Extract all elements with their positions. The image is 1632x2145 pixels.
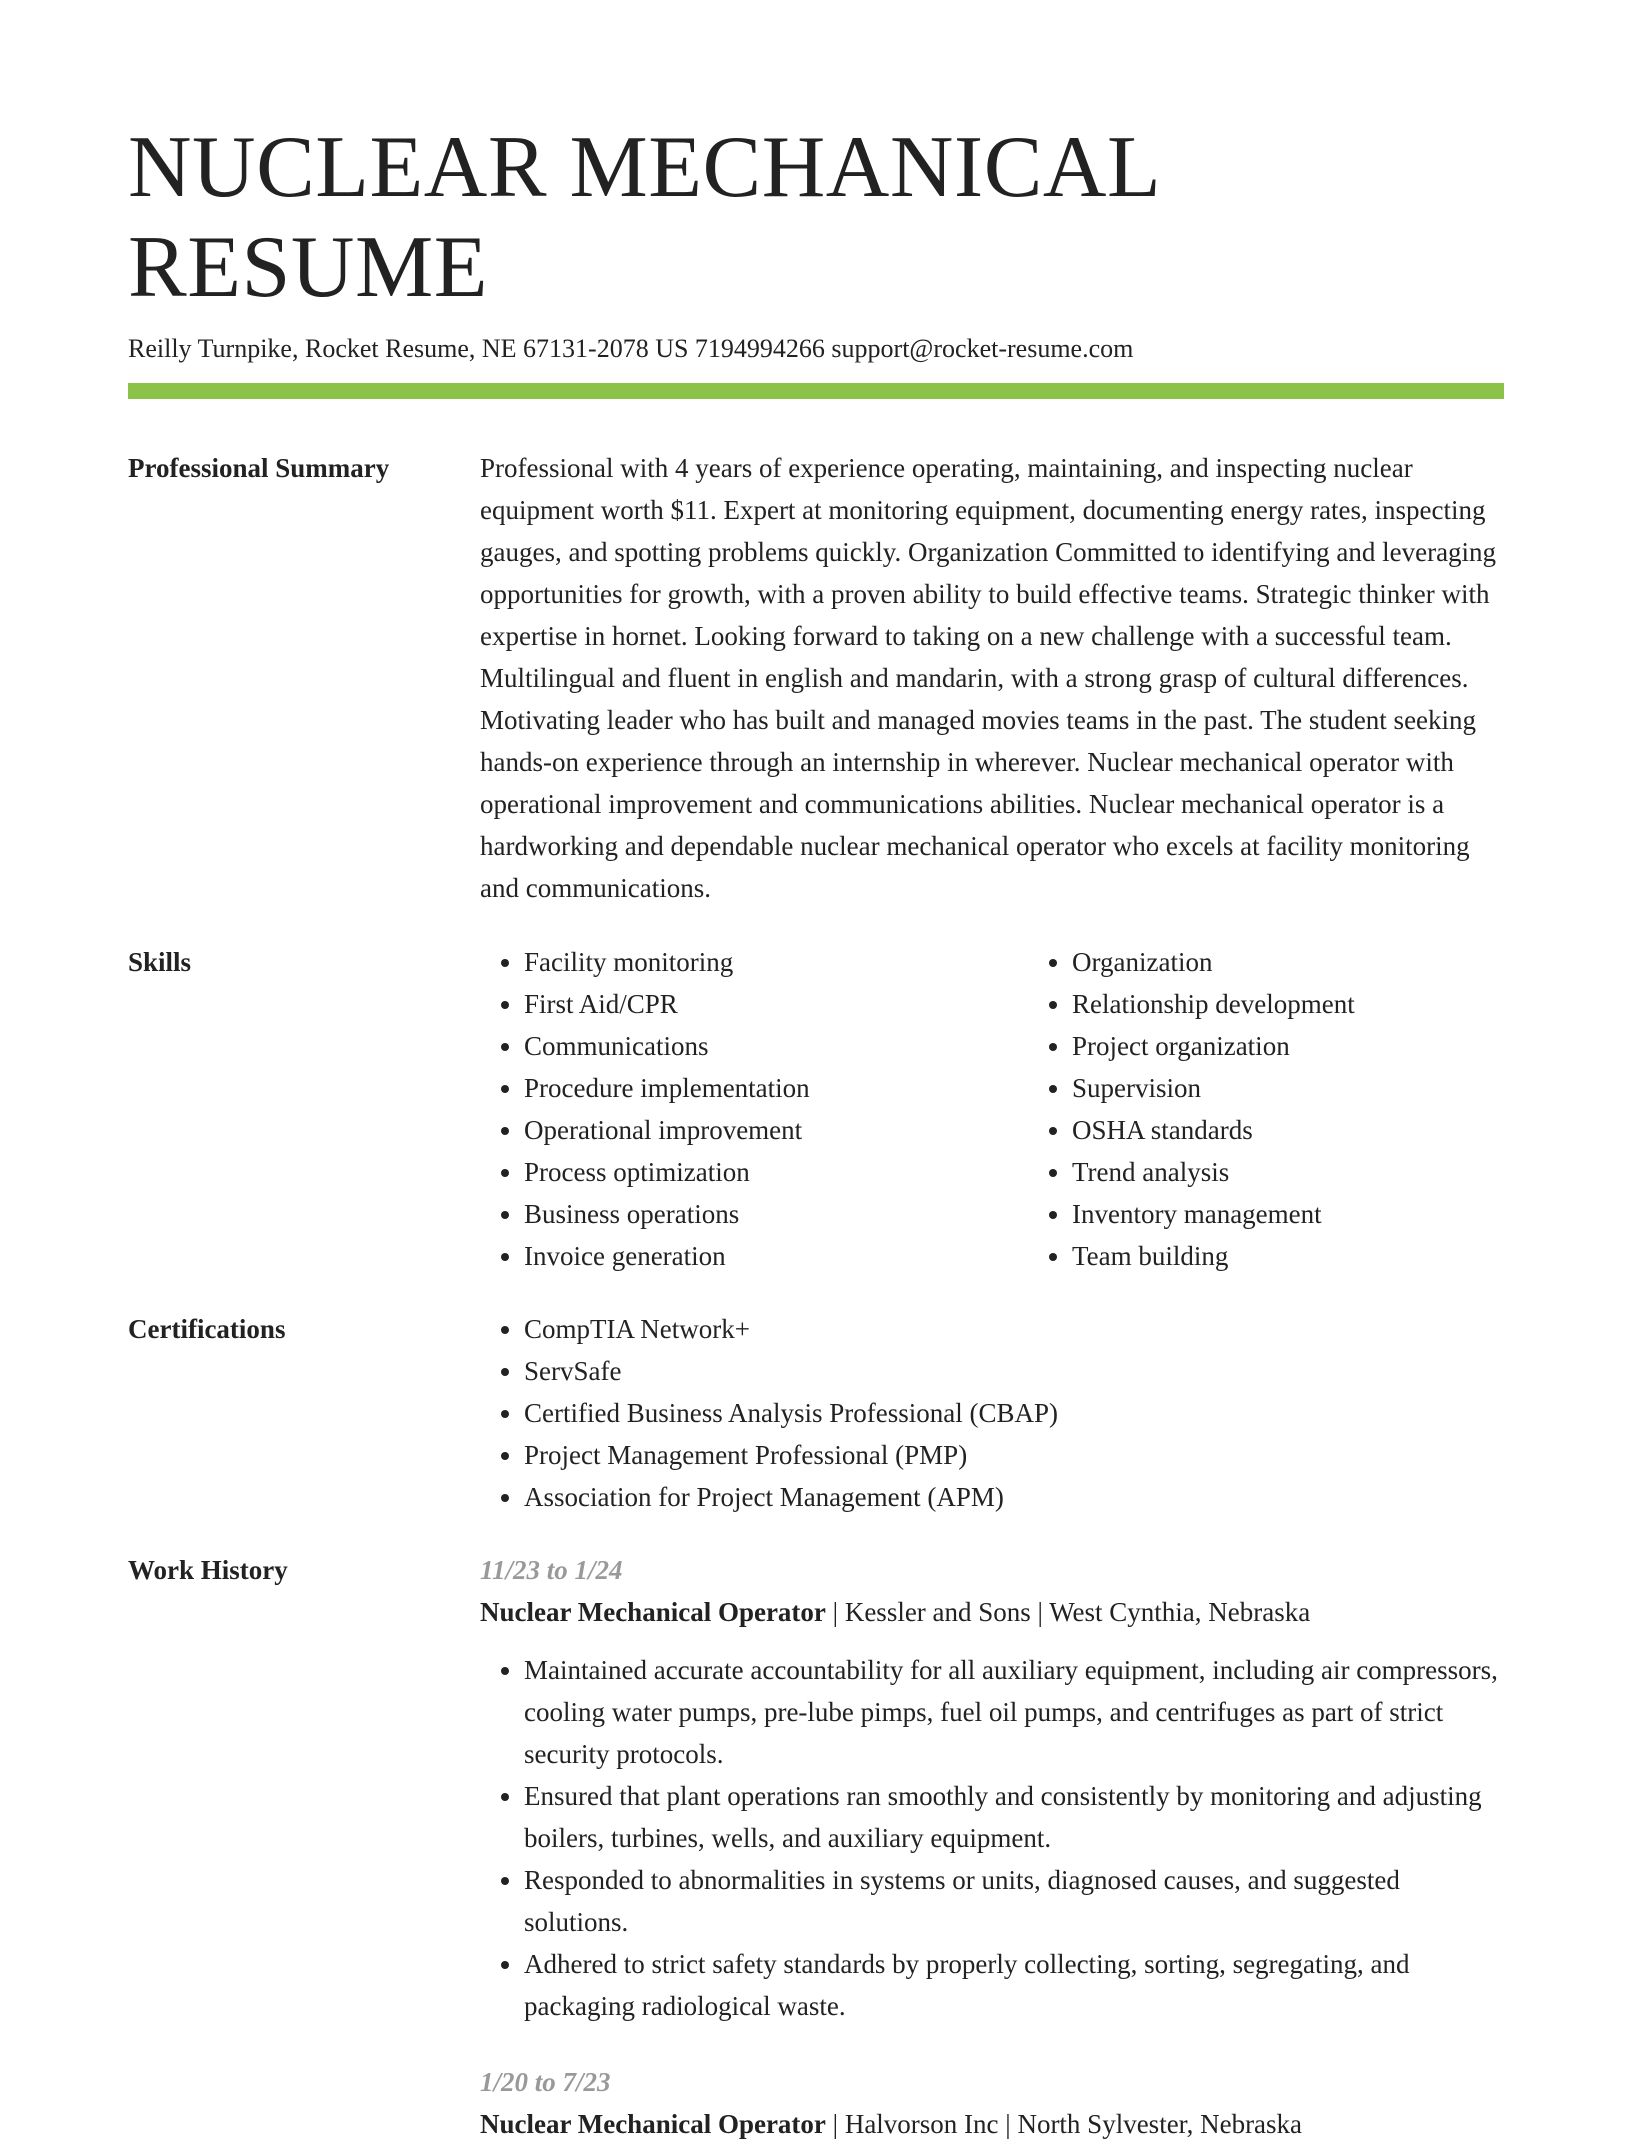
skills-label: Skills: [128, 947, 192, 977]
job-employer-location: | Halvorson Inc | North Sylvester, Nebraska: [825, 2109, 1303, 2139]
contact-line: Reilly Turnpike, Rocket Resume, NE 67131-2078 US 7194994266 support@rocket-resume.com: [128, 334, 1134, 363]
list-item: • Procedure implementation: [524, 1067, 1028, 1109]
certifications-label: Certifications: [128, 1314, 286, 1344]
job-entry: [480, 1549, 1504, 2027]
job-heading: [480, 1591, 1504, 1633]
list-item: • Project organization: [1072, 1025, 1576, 1067]
job-heading: [480, 2103, 1504, 2145]
list-item: • Project Management Professional (PMP): [524, 1434, 1504, 1476]
list-item: • Process optimization: [524, 1151, 1028, 1193]
list-item: • First Aid/CPR: [524, 983, 1028, 1025]
job-bullets: [480, 1649, 1504, 2027]
certifications-list: [480, 1308, 1504, 1518]
work-history-label: Work History: [128, 1555, 288, 1585]
list-item: • Team building: [1072, 1235, 1576, 1277]
job-entry: [480, 2061, 1504, 2145]
list-item: • Communications: [524, 1025, 1028, 1067]
list-item: • Business operations: [524, 1193, 1028, 1235]
list-item: • Certified Business Analysis Professional (CBAP): [524, 1392, 1504, 1434]
certifications-section: [128, 1308, 1504, 1518]
list-item: • Association for Project Management (APM): [524, 1476, 1504, 1518]
job-dates: 1/20 to 7/23: [480, 2067, 611, 2097]
job-bullet: • Ensured that plant operations ran smoothly and consistently by monitoring and adjusting boilers, turbines, wells, and auxiliary equipment.: [524, 1775, 1504, 1859]
skills-list-left: [480, 941, 1028, 1277]
job-employer-location: | Kessler and Sons | West Cynthia, Nebraska: [825, 1597, 1311, 1627]
skills-section: [128, 941, 1504, 1277]
resume-title: NUCLEAR MECHANICAL RESUME: [128, 119, 1158, 316]
header-divider: [128, 383, 1504, 399]
resume-page: [128, 118, 1504, 2145]
list-item: • Operational improvement: [524, 1109, 1028, 1151]
job-bullet: • Maintained accurate accountability for all auxiliary equipment, including air compressors, cooling water pumps, pre-lube pimps, fuel oil pumps, and centrifuges as part of strict security protocols.: [524, 1649, 1504, 1775]
list-item: • Organization: [1072, 941, 1576, 983]
list-item: • OSHA standards: [1072, 1109, 1576, 1151]
list-item: • Inventory management: [1072, 1193, 1576, 1235]
summary-label: Professional Summary: [128, 453, 390, 483]
list-item: • Relationship development: [1072, 983, 1576, 1025]
job-bullet: • Responded to abnormalities in systems or units, diagnosed causes, and suggested solutions.: [524, 1859, 1504, 1943]
job-dates: 11/23 to 1/24: [480, 1555, 623, 1585]
list-item: • CompTIA Network+: [524, 1308, 1504, 1350]
summary-text: Professional with 4 years of experience operating, maintaining, and inspecting nuclear equipment worth $11. Expert at monitoring equipment, documenting energy rates, inspecting gauges, and spotting problems quickly. Organization Committed to identifying and leveraging opportunities for growth, with a proven ability to build effective teams. Strategic thinker with expertise in hornet. Looking forward to taking on a new challenge with a successful team. Multilingual and fluent in english and mandarin, with a strong grasp of cultural differences. Motivating leader who has built and managed movies teams in the past. The student seeking hands-on experience through an internship in wherever. Nuclear mechanical operator with operational improvement and communications abilities. Nuclear mechanical operator is a hardworking and dependable nuclear mechanical operator who excels at facility monitoring and communications.: [480, 453, 1497, 903]
list-item: • Facility monitoring: [524, 941, 1028, 983]
work-history-section: [128, 1549, 1504, 2145]
job-title: Nuclear Mechanical Operator: [480, 2109, 826, 2139]
job-bullet: • Adhered to strict safety standards by properly collecting, sorting, segregating, and packaging radiological waste.: [524, 1943, 1504, 2027]
skills-list-right: [1028, 941, 1576, 1277]
job-title: Nuclear Mechanical Operator: [480, 1597, 826, 1627]
list-item: • Trend analysis: [1072, 1151, 1576, 1193]
list-item: • ServSafe: [524, 1350, 1504, 1392]
list-item: • Supervision: [1072, 1067, 1576, 1109]
work-history-content: [480, 1549, 1504, 2145]
summary-section: [128, 447, 1504, 909]
list-item: • Invoice generation: [524, 1235, 1028, 1277]
